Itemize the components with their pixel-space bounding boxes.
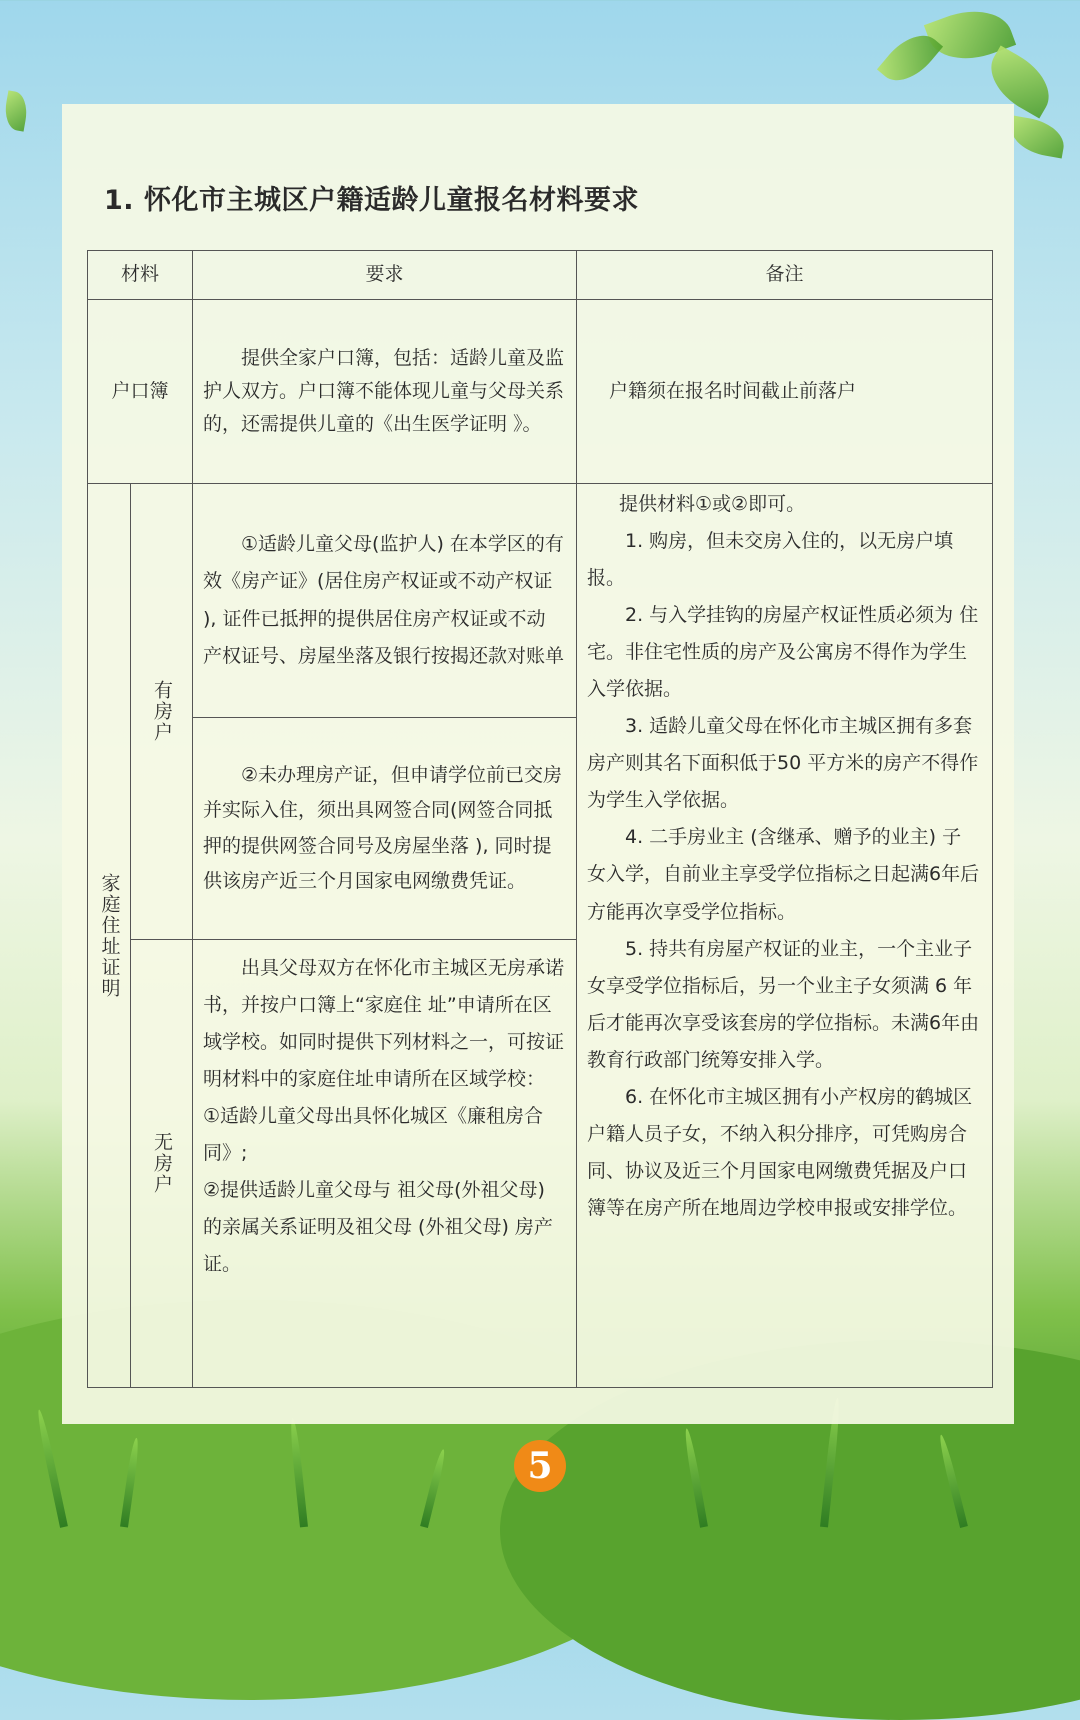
material-address	[88, 484, 131, 1388]
leaf-decoration	[1007, 115, 1067, 158]
material-address-label: 家庭住址证明	[98, 872, 121, 999]
note-item: 3. 适龄儿童父母在怀化市主城区拥有多套房产则其名下面积低于50 平方米的房产不得作为学生入学依据。	[587, 715, 979, 812]
note-item: 6. 在怀化市主城区拥有小产权房的鹤城区户籍人员子女，不纳入积分排序，可凭购房合同、协议及近三个月国家电网缴费凭据及户口簿等在房产所在地周边学校申报或安排学位。	[587, 1085, 973, 1219]
material-hukou: 户口簿	[88, 300, 193, 484]
requirement-no-house	[193, 940, 577, 1388]
with-house-label-cell	[131, 484, 193, 940]
page-title: 1. 怀化市主城区户籍适龄儿童报名材料要求	[104, 185, 639, 216]
no-house-label-cell	[131, 940, 193, 1388]
table-row-with-house-1	[88, 484, 993, 718]
requirement-hukou	[193, 300, 577, 484]
note-item: 1. 购房，但未交房入住的，以无房户填报。	[587, 530, 954, 590]
note-item: 5. 持共有房屋产权证的业主，一个主业子女享受学位指标后，另一个业主子女须满 6 年后才能再次享受该套房的学位指标。未满6年由教育行政部门统筹安排入学。	[587, 937, 980, 1071]
header-requirement: 要求	[193, 251, 577, 300]
leaf-decoration	[2, 90, 30, 131]
no-house-intro: 出具父母双方在怀化市主城区无房承诺书，并按户口簿上“家庭住 址”申请所在区域学校。如同时提供下列材料之一，可按证明材料中的家庭住址申请所在区域学校：	[203, 957, 565, 1091]
table-row-hukou	[88, 300, 993, 484]
requirement-with-house-1	[193, 484, 577, 718]
note-item: 4. 二手房业主 (含继承、赠予的业主) 子女入学，自前业主享受学位指标之日起满6年后方能再次享受学位指标。	[587, 826, 980, 923]
no-house-option-2: ②提供适龄儿童父母与 祖父母(外祖父母) 的亲属关系证明及祖父母 (外祖父母) 房产证。	[203, 1179, 553, 1276]
requirement-with-house-1-text: ①适龄儿童父母(监护人) 在本学区的有效《房产证》(居住房产权证或不动产权证 ), 证件已抵押的提供居住房产权证或不动产权证号、房屋坐落及银行按揭还款对账单	[203, 533, 565, 667]
note-hukou	[577, 300, 993, 484]
requirement-with-house-2-text: ②未办理房产证，但申请学位前已交房并实际入住，须出具网签合同(网签合同抵押的提供网签合同号及房屋坐落 ), 同时提供该房产近三个月国家电网缴费凭证。	[203, 764, 563, 892]
requirement-with-house-2	[193, 718, 577, 940]
no-house-label: 无房户	[151, 1132, 174, 1195]
with-house-label: 有房户	[151, 680, 174, 743]
note-address-list	[577, 484, 992, 1231]
requirement-hukou-text: 提供全家户口簿，包括：适龄儿童及监护人双方。户口簿不能体现儿童与父母关系的，还需提供儿童的《出生医学证明 》。	[203, 346, 565, 436]
requirements-table	[87, 250, 992, 1388]
header-material: 材料	[88, 251, 193, 300]
no-house-option-1: ①适龄儿童父母出具怀化城区《廉租房合同》;	[203, 1105, 544, 1165]
requirement-no-house-text	[193, 940, 576, 1287]
table-header-row	[88, 251, 993, 300]
note-item: 2. 与入学挂钩的房屋产权证性质必须为 住宅。非住宅性质的房产及公寓房不得作为学生入学依据。	[587, 604, 979, 701]
note-item: 提供材料①或②即可。	[619, 493, 806, 515]
note-hukou-text: 户籍须在报名时间截止前落户	[609, 379, 857, 402]
note-address	[577, 484, 993, 1388]
header-note: 备注	[577, 251, 993, 300]
page-number: 5	[514, 1440, 566, 1492]
